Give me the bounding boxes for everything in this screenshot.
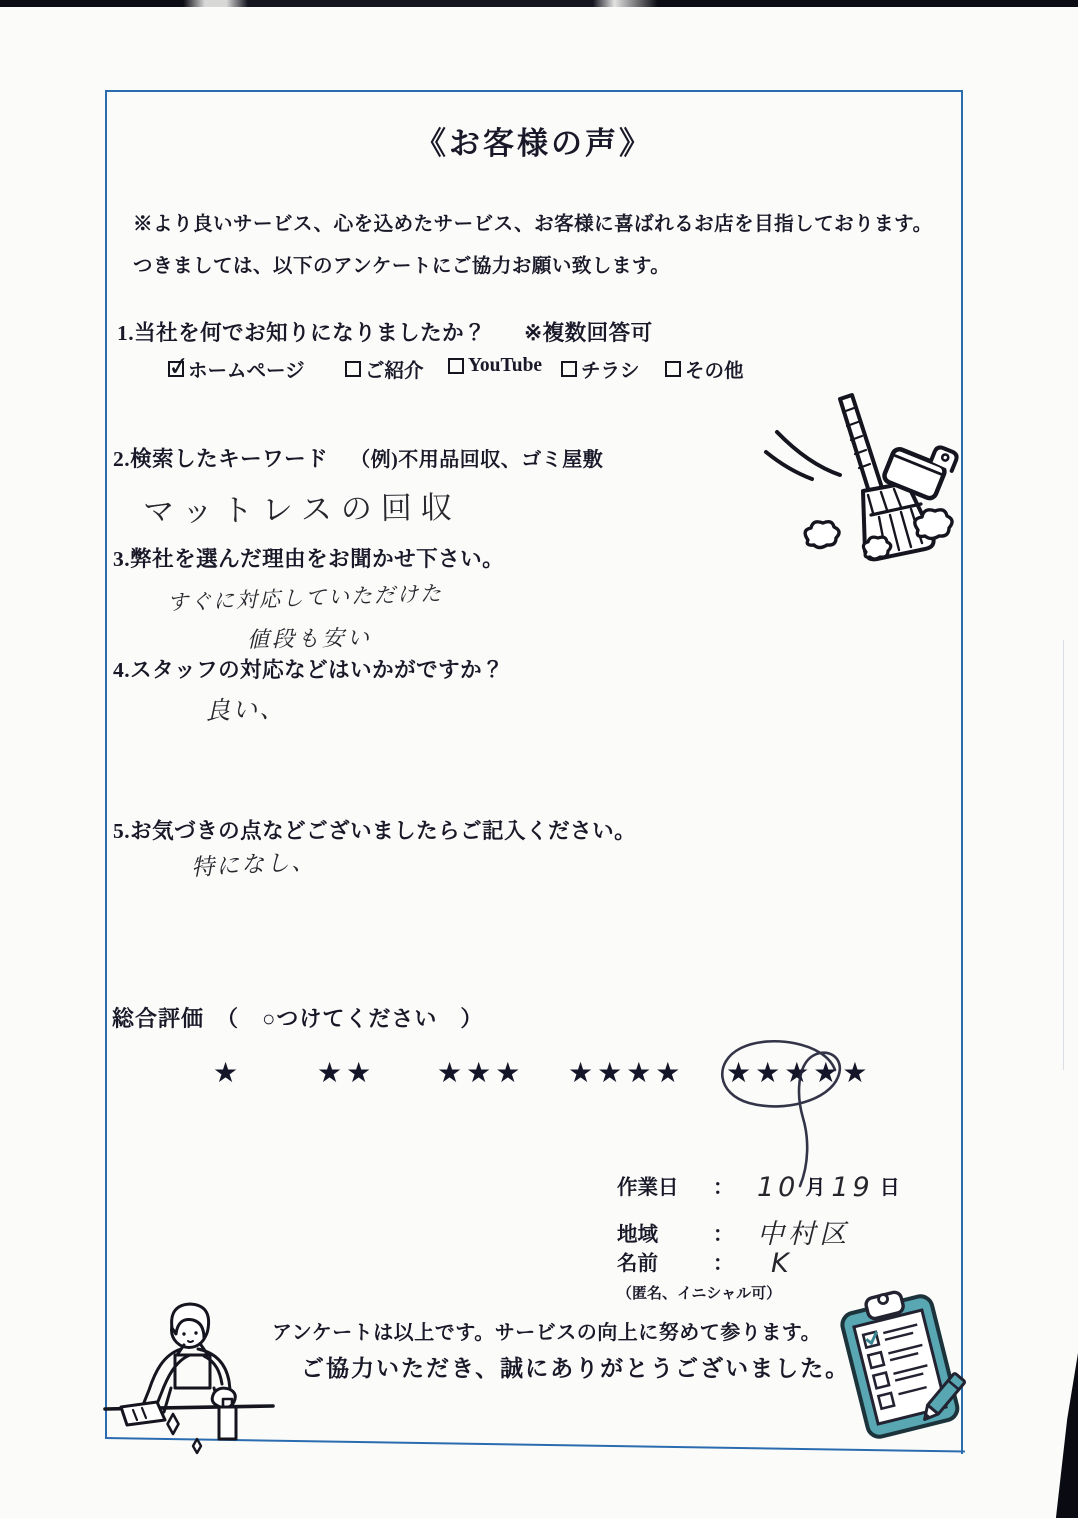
footer-line-2: ご協力いただき、誠にありがとうございました。 <box>301 1356 851 1381</box>
star-rating-1: ★ <box>213 1056 243 1089</box>
broom-dustpan-illustration <box>760 390 965 570</box>
intro-line-2: つきましては、以下のアンケートにご協力お願い致します。 <box>133 256 671 277</box>
question-2-example: （例)不用品回収、ゴミ屋敷 <box>350 449 604 471</box>
anonymous-note: （匿名、イニシャル可） <box>617 1286 782 1302</box>
star-rating-3: ★★★ <box>437 1056 525 1089</box>
scan-corner-shadow <box>1054 1353 1078 1518</box>
person-cleaning-illustration <box>101 1296 283 1478</box>
option-flyer <box>561 355 640 383</box>
survey-sheet <box>105 90 963 1440</box>
option-referral <box>345 355 424 383</box>
checkbox-icon <box>665 361 681 377</box>
work-date-row <box>617 1170 906 1201</box>
handwritten-reason-line-2: 値段も安い <box>246 625 373 654</box>
option-label: YouTube <box>468 355 543 376</box>
day-unit: 日 <box>879 1177 900 1199</box>
overall-rating-label <box>112 1002 483 1033</box>
question-1-label <box>117 316 653 347</box>
option-homepage <box>168 355 305 383</box>
scan-line-artifact <box>1063 640 1064 1070</box>
checkbox-icon <box>448 358 464 374</box>
option-label: その他 <box>685 361 744 382</box>
handwritten-staff-answer: 良い、 <box>204 693 287 726</box>
checkbox-icon <box>168 361 184 377</box>
work-area-row <box>617 1210 850 1249</box>
question-1-text: 1.当社を何でお知りになりましたか？ <box>117 321 487 345</box>
handwritten-name-value: K <box>771 1248 793 1279</box>
handwritten-area-value: 中村区 <box>757 1219 850 1250</box>
work-date-label: 作業日 <box>617 1177 679 1199</box>
multiple-answers-note: ※複数回答可 <box>524 321 653 345</box>
option-label: ホームページ <box>188 361 305 382</box>
option-other <box>665 355 744 383</box>
handwritten-day-value: 19 <box>831 1172 874 1203</box>
handwritten-reason-line-1: すぐに対応していただけた <box>166 581 444 615</box>
rating-title: 総合評価 <box>112 1006 205 1031</box>
clipboard-checklist-illustration <box>821 1286 979 1448</box>
colon: ： <box>713 1224 734 1246</box>
sheet-border-right <box>961 90 963 1454</box>
handwritten-keyword-answer: マットレスの回収 <box>142 489 462 531</box>
checkbox-icon <box>561 361 577 377</box>
handwritten-comment-answer: 特になし、 <box>190 848 317 882</box>
option-label: ご紹介 <box>365 361 424 382</box>
rating-instruction: （ ○つけてください ） <box>227 1006 484 1031</box>
handwritten-month-value: 10 <box>757 1172 800 1203</box>
work-area-label: 地域 <box>617 1224 658 1246</box>
question-4-label: 4.スタッフの対応などはいかがですか？ <box>113 658 505 682</box>
question-3-label: 3.弊社を選んだ理由をお聞かせ下さい。 <box>113 547 505 571</box>
colon: ： <box>713 1253 734 1275</box>
page-title: 《お客様の声》 <box>415 126 653 161</box>
work-name-row <box>617 1246 793 1277</box>
question-5-label: 5.お気づきの点などございましたらご記入ください。 <box>113 819 637 843</box>
question-2-text: 2.検索したキーワード <box>113 447 329 471</box>
intro-line-1: ※より良いサービス、心を込めたサービス、お客様に喜ばれるお店を目指しております。 <box>133 214 933 235</box>
sheet-border-top <box>105 90 963 92</box>
scan-edge-artifact <box>0 0 1078 7</box>
star-rating-4: ★★★★ <box>568 1056 685 1089</box>
option-youtube <box>448 355 542 377</box>
work-name-label: 名前 <box>617 1253 658 1275</box>
star-rating-2: ★★ <box>317 1056 376 1089</box>
footer-line-1: アンケートは以上です。サービスの向上に努めて参ります。 <box>272 1322 822 1344</box>
colon: ： <box>713 1177 734 1199</box>
option-label: チラシ <box>581 361 640 382</box>
star-rating-5: ★★★★★ <box>726 1056 872 1089</box>
checkbox-icon <box>345 361 361 377</box>
month-unit: 月 <box>805 1177 826 1199</box>
sheet-border-left <box>105 90 107 1438</box>
question-2-label <box>113 442 603 473</box>
